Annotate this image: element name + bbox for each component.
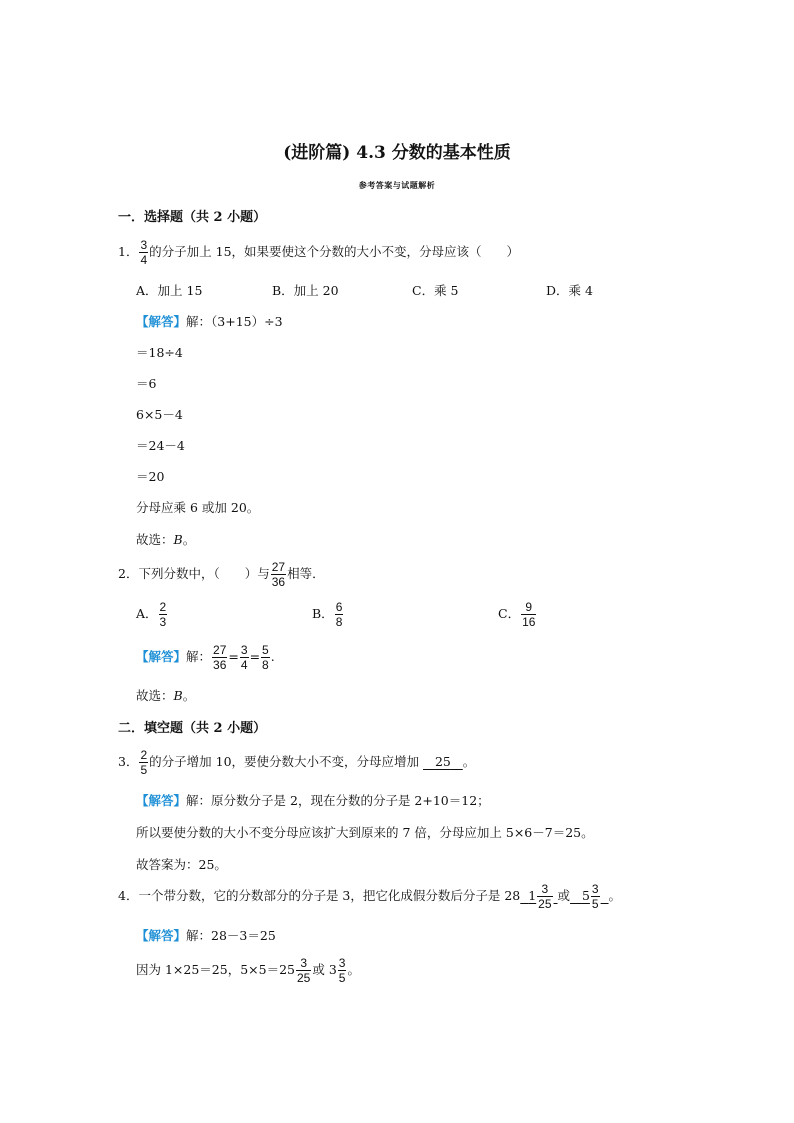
- fraction: $\frac{2}{3}$: [159, 600, 167, 629]
- answer-line: 分母应乘 6 或加 20。: [136, 500, 260, 515]
- page-subtitle: 参考答案与试题解析: [358, 180, 436, 190]
- fraction: $\frac{9}{16}$: [522, 600, 536, 629]
- answer-line: 故答案为：25。: [136, 857, 227, 872]
- answer-choice: 故选：B。: [136, 688, 196, 703]
- question-2: 2．下列分数中，（ ）与 $\frac{27}{36}$ 相等．: [118, 560, 325, 589]
- answer-line: 所以要使分数的大小不变分母应该扩大到原来的 7 倍，分母应加上 5×6－7＝25。: [136, 825, 594, 840]
- option-b: B．加上 20: [272, 283, 339, 298]
- answer-line: ＝20: [136, 469, 165, 484]
- fraction: $\frac{3}{4}$: [140, 238, 148, 267]
- fraction: $\frac{6}{8}$: [335, 600, 343, 629]
- answer-line: ＝24－4: [136, 438, 185, 453]
- option-c: C． $\frac{9}{16}$: [498, 600, 536, 629]
- section-heading-choice: 一．选择题（共 2 小题）: [118, 210, 267, 225]
- answer-blank: 1 $\frac{3}{25}$: [528, 882, 552, 911]
- question-number: 4．: [118, 888, 139, 903]
- answer-line: 【解答】解： $\frac{27}{36}$ = $\frac{3}{4}$ = $\frac{5}{8}$ .: [136, 643, 275, 672]
- fraction: $\frac{27}{36}$: [213, 643, 227, 672]
- question-stem: 的分子加上 15，如果要使这个分数的大小不变，分母应该（ ）: [149, 244, 520, 259]
- answer-line: 因为 1×25＝25，5×5＝25 $\frac{3}{25}$ 或 3 $\frac{3}{5}$ 。: [136, 956, 360, 985]
- answer-line: 【解答】解：28－3＝25: [136, 928, 276, 943]
- fraction: $\frac{3}{5}$: [338, 956, 346, 985]
- option-d: D．乘 4: [546, 283, 593, 298]
- page-title: (进阶篇) 4.3 分数的基本性质: [283, 143, 511, 163]
- fraction: $\frac{27}{36}$: [271, 560, 286, 589]
- fraction: $\frac{3}{25}$: [538, 882, 552, 911]
- answer-tag: 【解答】: [136, 793, 187, 808]
- answer-choice: 故选：B。: [136, 532, 196, 547]
- option-c: C．乘 5: [412, 283, 459, 298]
- answer-line: 【解答】解：原分数分子是 2，现在分数的分子是 2+10＝12；: [136, 793, 490, 808]
- option-a: A．加上 15: [136, 283, 203, 298]
- question-4: 4．一个带分数，它的分数部分的分子是 3，把它化成假分数后分子是 28 1 $\frac{3}{25}$ 或 5 $\frac{3}{5}$ 。: [118, 882, 622, 911]
- section-heading-fill: 二．填空题（共 2 小题）: [118, 721, 267, 736]
- fraction: $\frac{3}{4}$: [240, 643, 248, 672]
- answer-line: ＝18÷4: [136, 345, 183, 360]
- answer-tag: 【解答】: [136, 314, 187, 329]
- fraction: $\frac{2}{5}$: [140, 748, 148, 777]
- fraction: $\frac{3}{25}$: [297, 956, 311, 985]
- answer-line: 【解答】解：（3+15）÷3: [136, 314, 283, 329]
- question-3: 3． $\frac{2}{5}$ 的分子增加 10，要使分数大小不变，分母应增加 25 。: [118, 748, 476, 777]
- answer-blank: 25: [434, 754, 451, 769]
- answer-tag: 【解答】: [136, 928, 187, 943]
- answer-tag: 【解答】: [136, 649, 187, 664]
- fraction: $\frac{3}{5}$: [591, 882, 599, 911]
- option-b: B． $\frac{6}{8}$: [312, 600, 343, 629]
- answer-blank: 5 $\frac{3}{5}$: [581, 882, 599, 911]
- question-number: 1．: [118, 244, 139, 259]
- question-number: 3．: [118, 754, 139, 769]
- option-a: A． $\frac{2}{3}$: [136, 600, 167, 629]
- answer-line: ＝6: [136, 376, 157, 391]
- answer-line: 6×5－4: [136, 407, 183, 422]
- question-1: [118, 238, 519, 267]
- question-number: 2．: [118, 566, 139, 581]
- fraction: $\frac{5}{8}$: [262, 643, 269, 672]
